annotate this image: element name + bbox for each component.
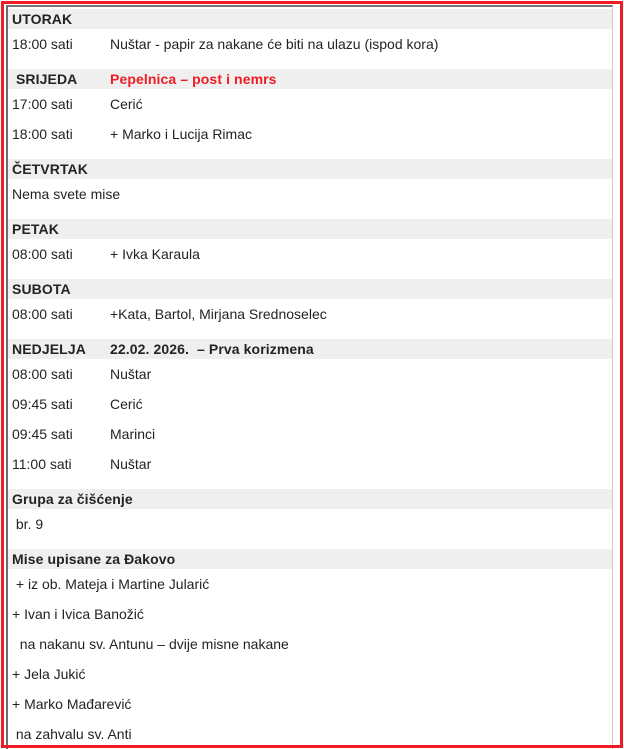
entry-time: 18:00 sati xyxy=(12,36,73,52)
text-row-label: + iz ob. Mateja i Martine Jularić xyxy=(12,576,210,592)
entry-description: Cerić xyxy=(110,396,143,412)
text-row xyxy=(8,689,612,719)
text-row xyxy=(8,569,612,599)
section-title: Grupa za čišćenje xyxy=(12,491,133,507)
entry-time: 09:45 sati xyxy=(12,426,73,442)
day-label: SRIJEDA xyxy=(12,71,78,87)
entry-description: Marinci xyxy=(110,426,156,442)
text-row-label: + Marko Mađarević xyxy=(12,696,132,712)
section-title: Mise upisane za Đakovo xyxy=(12,551,176,567)
entry-time: 08:00 sati xyxy=(12,306,73,322)
mass-entry-row xyxy=(8,89,612,119)
mass-entry-row xyxy=(8,119,612,149)
text-row xyxy=(8,179,612,209)
day-note: 22.02. 2026. – Prva korizmena xyxy=(110,341,314,357)
mass-entry-row xyxy=(8,239,612,269)
entry-time: 18:00 sati xyxy=(12,126,73,142)
text-row-label: br. 9 xyxy=(12,516,44,532)
entry-time: 08:00 sati xyxy=(12,246,73,262)
day-header-row xyxy=(8,279,612,299)
text-row-label: + Jela Jukić xyxy=(12,666,86,682)
mass-entry-row xyxy=(8,359,612,389)
entry-time: 08:00 sati xyxy=(12,366,73,382)
day-header-row xyxy=(8,9,612,29)
section-header-row xyxy=(8,489,612,509)
day-label: ČETVRTAK xyxy=(12,161,88,177)
text-row-label: na zahvalu sv. Anti xyxy=(12,726,132,742)
text-row xyxy=(8,719,612,749)
mass-entry-row xyxy=(8,449,612,479)
day-label: UTORAK xyxy=(12,11,73,27)
text-row-label: na nakanu sv. Antunu – dvije misne nakane xyxy=(12,636,289,652)
day-header-row xyxy=(8,69,612,89)
day-label: NEDJELJA xyxy=(12,341,86,357)
mass-entry-row xyxy=(8,389,612,419)
entry-description: Cerić xyxy=(110,96,143,112)
text-row xyxy=(8,599,612,629)
entry-description: +Kata, Bartol, Mirjana Srednoselec xyxy=(110,306,327,322)
mass-entry-row xyxy=(8,299,612,329)
section-header-row xyxy=(8,549,612,569)
day-note: Pepelnica – post i nemrs xyxy=(110,71,277,87)
mass-entry-row xyxy=(8,29,612,59)
mass-schedule-table xyxy=(6,5,613,749)
entry-description: + Ivka Karaula xyxy=(110,246,200,262)
entry-description: Nuštar xyxy=(110,366,152,382)
entry-time: 17:00 sati xyxy=(12,96,73,112)
entry-time: 11:00 sati xyxy=(12,456,72,472)
text-row xyxy=(8,509,612,539)
entry-description: + Marko i Lucija Rimac xyxy=(110,126,252,142)
text-row-label: Nema svete mise xyxy=(12,186,121,202)
text-row xyxy=(8,629,612,659)
day-header-row xyxy=(8,219,612,239)
mass-entry-row xyxy=(8,419,612,449)
day-label: PETAK xyxy=(12,221,59,237)
text-row-label: + Ivan i Ivica Banožić xyxy=(12,606,144,622)
day-header-row xyxy=(8,159,612,179)
entry-description: Nuštar - papir za nakane će biti na ulazu (ispod kora) xyxy=(110,36,439,52)
day-label: SUBOTA xyxy=(12,281,71,297)
text-row xyxy=(8,659,612,689)
entry-description: Nuštar xyxy=(110,456,152,472)
entry-time: 09:45 sati xyxy=(12,396,73,412)
day-header-row xyxy=(8,339,612,359)
